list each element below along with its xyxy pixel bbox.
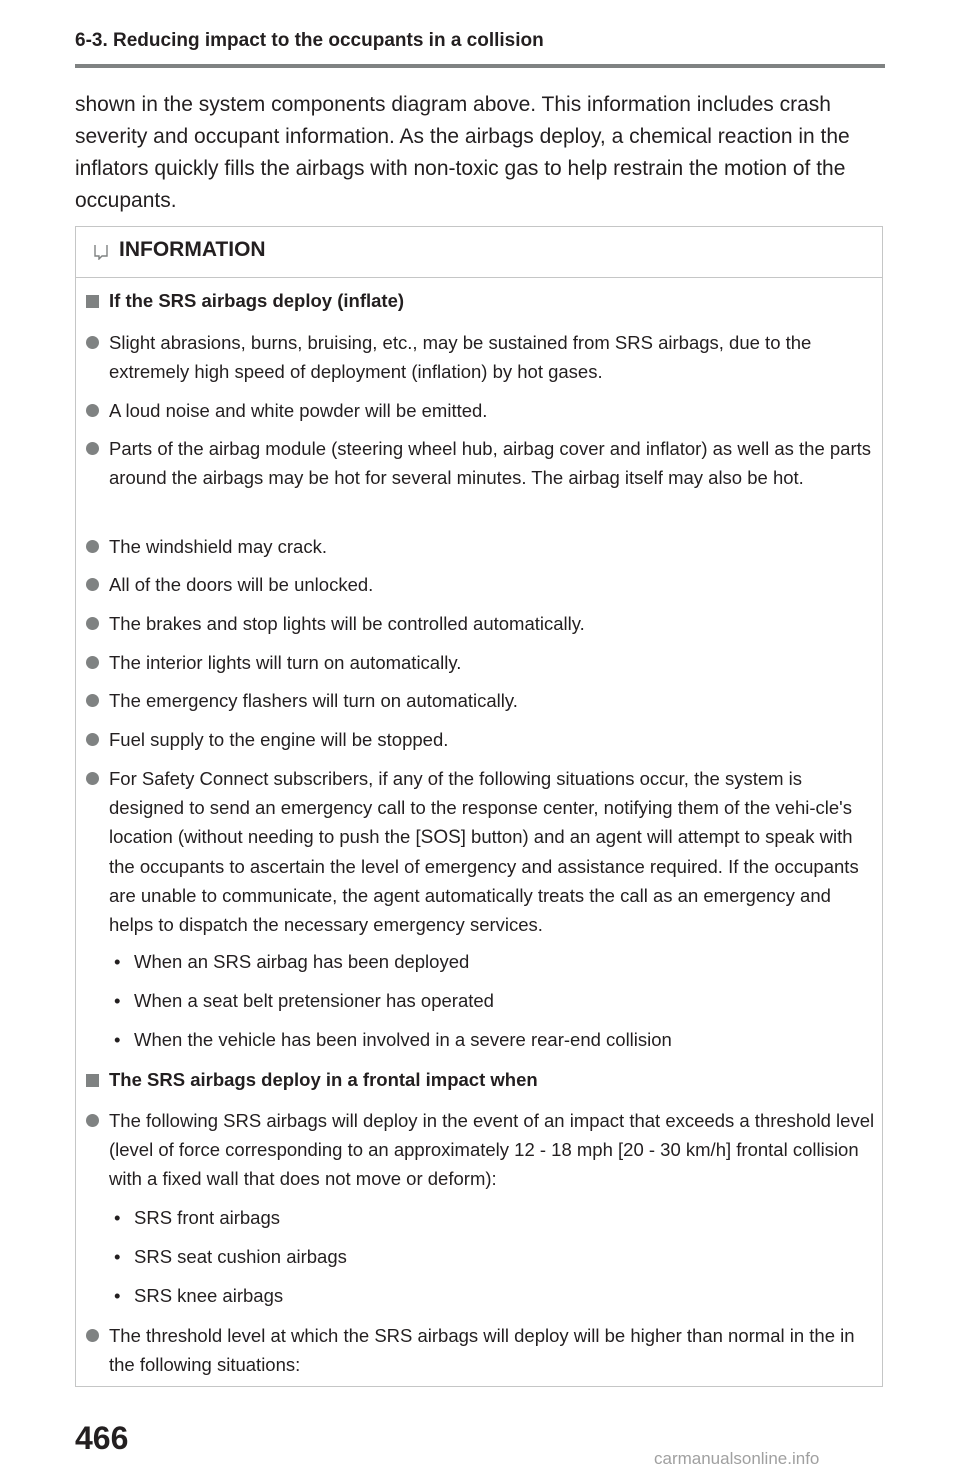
section-heading-frontal-impact: The SRS airbags deploy in a frontal impact when xyxy=(86,1069,538,1091)
section-heading-deploy: If the SRS airbags deploy (inflate) xyxy=(86,290,404,312)
sub-list-item: • When the vehicle has been involved in a severe rear-end collision xyxy=(114,1029,672,1050)
round-bullet-icon xyxy=(86,694,99,707)
sos-button-label: SOS xyxy=(420,827,461,848)
list-item: Slight abrasions, burns, bruising, etc., may be sustained from SRS airbags, due to the extremely high speed of deployment (inflation) by hot gases. xyxy=(86,328,876,386)
round-bullet-icon xyxy=(86,1329,99,1342)
list-item: The interior lights will turn on automatically. xyxy=(86,648,876,677)
round-bullet-icon xyxy=(86,1114,99,1127)
information-header xyxy=(76,227,882,278)
list-item: Fuel supply to the engine will be stopped. xyxy=(86,725,876,754)
list-item: All of the doors will be unlocked. xyxy=(86,570,876,599)
sub-list-item: • SRS knee airbags xyxy=(114,1285,284,1306)
info-note-icon xyxy=(94,244,108,260)
sub-list-item: • SRS seat cushion airbags xyxy=(114,1246,347,1267)
round-bullet-icon xyxy=(86,733,99,746)
section-header: 6-3. Reducing impact to the occupants in a collision xyxy=(75,30,544,51)
round-bullet-icon xyxy=(86,442,99,455)
list-item: The following SRS airbags will deploy in the event of an impact that exceeds a threshold level (level of force corresponding to an approximately 12 - 18 mph [20 - 30 km/h] frontal collision with a fixed wall that does not move or deform): xyxy=(86,1106,876,1193)
sub-list-item: • When an SRS airbag has been deployed xyxy=(114,951,470,972)
round-bullet-icon xyxy=(86,772,99,785)
list-item: The emergency flashers will turn on automatically. xyxy=(86,686,876,715)
intro-paragraph: shown in the system components diagram above. This information includes crash severity and occupant information. As the airbags deploy, a chemical reaction in the inflators quickly fills the airbags with non-toxic gas to help restrain the motion of the occupants. xyxy=(75,93,850,212)
watermark: carmanualsonline.info xyxy=(654,1449,820,1468)
list-item: A loud noise and white powder will be emitted. xyxy=(86,396,876,425)
list-item-safety-connect: For Safety Connect subscribers, if any of the following situations occur, the system is designed to send an emergency call to the response center, notifying them of the vehi-cle's location (without needing to push the [SOS] button) and an agent will attempt to speak with the occupants to ascertain the level of emergency and assistance required. If the occupants are unable to communicate, the agent automatically treats the call as an emergency and helps to dispatch the necessary emergency services. xyxy=(86,764,876,939)
sub-list-item: • SRS front airbags xyxy=(114,1207,281,1228)
round-bullet-icon xyxy=(86,404,99,417)
information-title: INFORMATION xyxy=(119,238,266,261)
information-box xyxy=(75,226,883,1387)
list-item: The threshold level at which the SRS airbags will deploy will be higher than normal in the in the following situations: xyxy=(86,1321,876,1379)
square-bullet-icon xyxy=(86,1074,99,1087)
round-bullet-icon xyxy=(86,656,99,669)
page-number: 466 xyxy=(75,1420,129,1456)
sub-list-item: • When a seat belt pretensioner has operated xyxy=(114,990,494,1011)
round-bullet-icon xyxy=(86,578,99,591)
round-bullet-icon xyxy=(86,336,99,349)
round-bullet-icon xyxy=(86,617,99,630)
list-item: The brakes and stop lights will be controlled automatically. xyxy=(86,609,876,638)
list-item: Parts of the airbag module (steering wheel hub, airbag cover and inflator) as well as the parts around the airbags may be hot for several minutes. The airbag itself may also be hot. xyxy=(86,434,876,492)
list-item: The windshield may crack. xyxy=(86,532,876,561)
square-bullet-icon xyxy=(86,295,99,308)
header-rule xyxy=(75,64,885,68)
round-bullet-icon xyxy=(86,540,99,553)
